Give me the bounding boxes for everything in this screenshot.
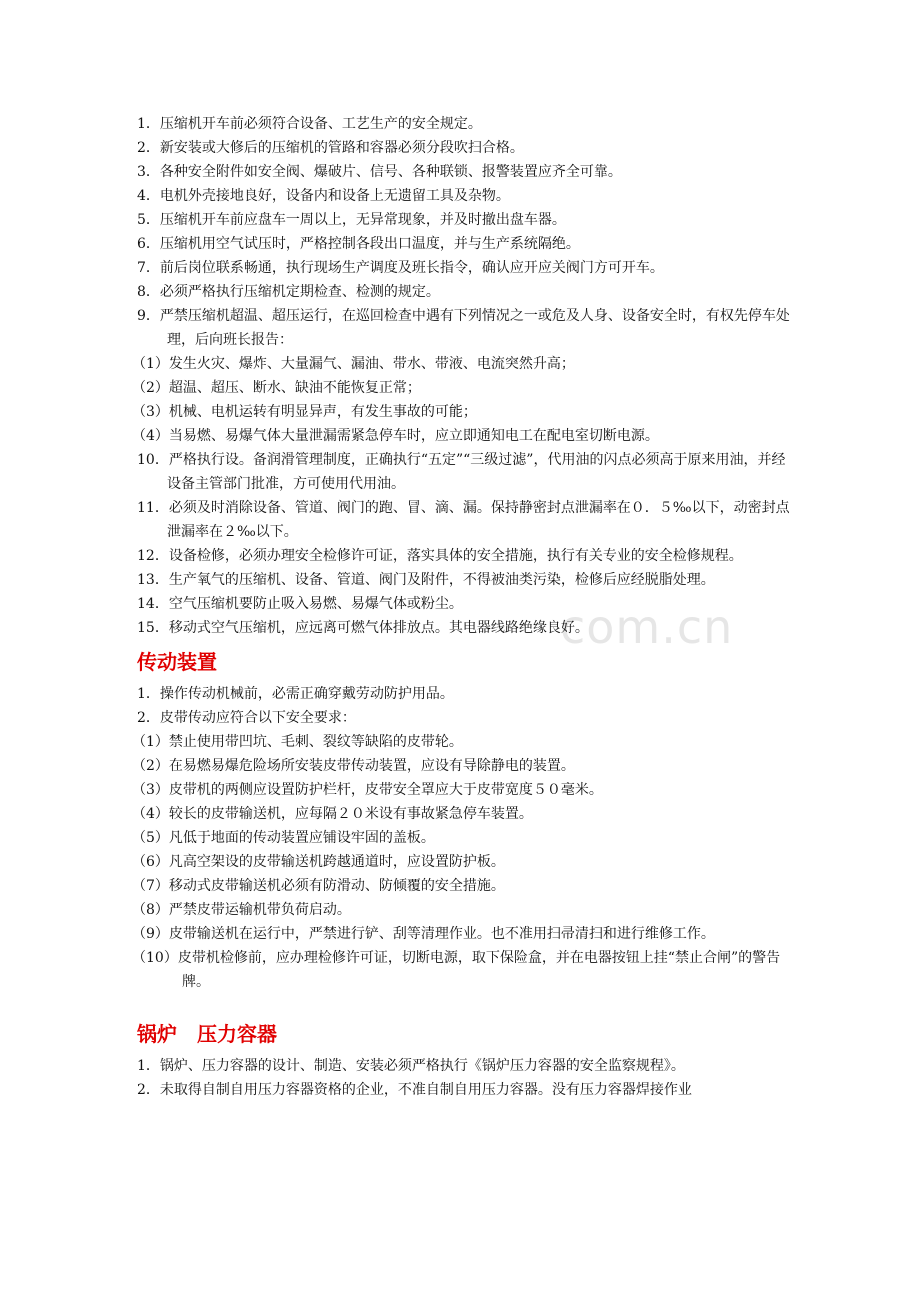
list-item: 12．设备检修，必须办理安全检修许可证，落实具体的安全措施，执行有关专业的安全检修规程。 bbox=[137, 548, 743, 564]
list-item: 5．压缩机开车前应盘车一周以上，无异常现象，并及时撤出盘车器。 bbox=[137, 212, 566, 228]
list-item: 7．前后岗位联系畅通，执行现场生产调度及班长指令，确认应开应关阀门方可开车。 bbox=[137, 260, 664, 276]
list-item: 15．移动式空气压缩机，应远离可燃气体排放点。其电器线路绝缘良好。 bbox=[137, 620, 589, 636]
list-item: 11．必须及时消除设备、管道、阀门的跑、冒、滴、漏。保持静密封点泄漏率在０．５‰以下，动密封点泄漏率在２‰以下。 bbox=[137, 500, 790, 540]
list-item: 2．皮带传动应符合以下安全要求： bbox=[137, 710, 356, 726]
list-item: 14．空气压缩机要防止吸入易燃、易爆气体或粉尘。 bbox=[137, 596, 463, 612]
section-transmission bbox=[132, 648, 797, 994]
list-item: 3．各种安全附件如安全阀、爆破片、信号、各种联锁、报警装置应齐全可靠。 bbox=[137, 164, 622, 180]
list-item: 2．未取得自制自用压力容器资格的企业，不准自制自用压力容器。没有压力容器焊接作业 bbox=[137, 1082, 692, 1098]
list-item: 1．压缩机开车前必须符合设备、工艺生产的安全规定。 bbox=[137, 116, 482, 132]
list-item: 9．严禁压缩机超温、超压运行，在巡回检查中遇有下列情况之一或危及人身、设备安全时，有权先停车处理，后向班长报告： bbox=[137, 308, 790, 348]
list-item: 13．生产氧气的压缩机、设备、管道、阀门及附件，不得被油类污染，检修后应经脱脂处理。 bbox=[137, 572, 715, 588]
sub-list-item: （6）凡高空架设的皮带输送机跨越通道时，应设置防护板。 bbox=[132, 854, 505, 870]
list-item: 1．锅炉、压力容器的设计、制造、安装必须严格执行《锅炉压力容器的安全监察规程》。 bbox=[137, 1058, 685, 1074]
list-item: 4．电机外壳接地良好，设备内和设备上无遗留工具及杂物。 bbox=[137, 188, 510, 204]
section-heading: 传动装置 bbox=[137, 650, 217, 674]
list-item: 8．必须严格执行压缩机定期检查、检测的规定。 bbox=[137, 284, 440, 300]
sub-list-item: （10）皮带机检修前，应办理检修许可证，切断电源，取下保险盒，并在电器按钮上挂“禁止合闸”的警告牌。 bbox=[132, 950, 781, 990]
section-compressor bbox=[132, 112, 797, 640]
watermark: com.cn bbox=[560, 600, 734, 654]
sub-list-item: （7）移动式皮带输送机必须有防滑动、防倾覆的安全措施。 bbox=[132, 878, 505, 894]
sub-list-item: （2）超温、超压、断水、缺油不能恢复正常； bbox=[132, 380, 421, 396]
list-item: 2．新安装或大修后的压缩机的管路和容器必须分段吹扫合格。 bbox=[137, 140, 524, 156]
document-page bbox=[132, 112, 797, 1102]
list-item: 6．压缩机用空气试压时，严格控制各段出口温度，并与生产系统隔绝。 bbox=[137, 236, 580, 252]
list-item: 10．严格执行设。备润滑管理制度，正确执行“五定”“三级过滤”，代用油的闪点必须高于原来用油，并经设备主管部门批准，方可使用代用油。 bbox=[137, 452, 786, 492]
section-heading: 锅炉 压力容器 bbox=[137, 1022, 277, 1046]
sub-list-item: （8）严禁皮带运输机带负荷启动。 bbox=[132, 902, 351, 918]
sub-list-item: （4）当易燃、易爆气体大量泄漏需紧急停车时，应立即通知电工在配电室切断电源。 bbox=[132, 428, 659, 444]
sub-list-item: （5）凡低于地面的传动装置应铺设牢固的盖板。 bbox=[132, 830, 435, 846]
sub-list-item: （1）禁止使用带凹坑、毛刺、裂纹等缺陷的皮带轮。 bbox=[132, 734, 463, 750]
sub-list-item: （1）发生火灾、爆炸、大量漏气、漏油、带水、带液、电流突然升高； bbox=[132, 356, 575, 372]
list-item: 1．操作传动机械前，必需正确穿戴劳动防护用品。 bbox=[137, 686, 454, 702]
sub-list-item: （3）机械、电机运转有明显异声，有发生事故的可能； bbox=[132, 404, 477, 420]
sub-list-item: （9）皮带输送机在运行中，严禁进行铲、刮等清理作业。也不准用扫帚清扫和进行维修工作。 bbox=[132, 926, 715, 942]
sub-list-item: （2）在易燃易爆危险场所安装皮带传动装置，应设有导除静电的装置。 bbox=[132, 758, 575, 774]
sub-list-item: （4）较长的皮带输送机，应每隔２０米设有事故紧急停车装置。 bbox=[132, 806, 533, 822]
sub-list-item: （3）皮带机的两侧应设置防护栏杆，皮带安全罩应大于皮带宽度５０毫米。 bbox=[132, 782, 603, 798]
section-boiler bbox=[137, 1020, 797, 1102]
